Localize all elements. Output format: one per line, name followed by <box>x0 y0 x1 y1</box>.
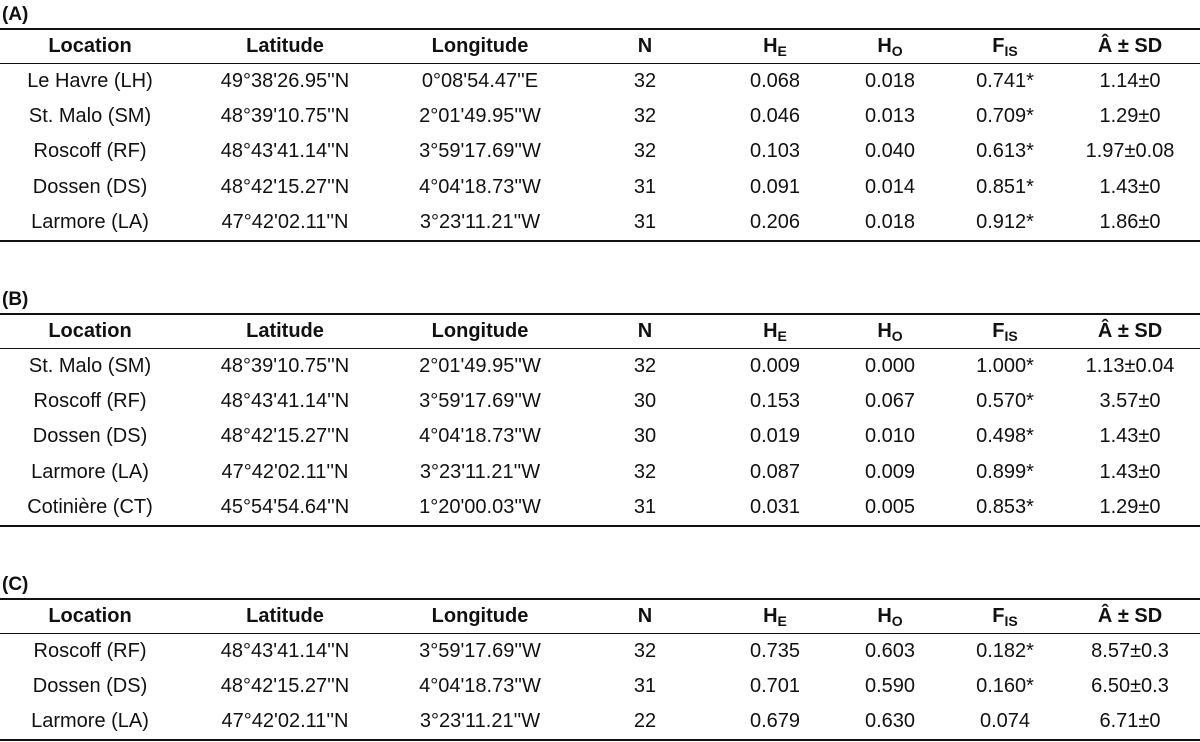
cell-n: 31 <box>570 205 720 241</box>
header-row <box>0 314 1200 348</box>
cell-fis: 0.613* <box>976 140 1034 163</box>
table-row <box>0 633 1200 669</box>
cell-he: 0.019 <box>749 425 801 448</box>
header-ho-sub: O <box>891 612 903 629</box>
cell-he: 0.735 <box>749 639 801 662</box>
cell-fis: 1.000* <box>976 354 1034 377</box>
cell-he: 0.068 <box>749 69 801 92</box>
cell-he: 0.087 <box>749 460 801 483</box>
cell-a-sd: 6.71±0 <box>1060 704 1200 740</box>
table-row <box>0 384 1200 420</box>
cell-fis: 0.741* <box>976 69 1034 92</box>
cell-latitude: 47°42'02.11''N <box>180 704 390 740</box>
cell-fis: 0.074 <box>950 704 1060 740</box>
table-row <box>0 170 1200 206</box>
cell-ho: 0.010 <box>864 425 916 448</box>
header-fis-main: F <box>992 34 1005 57</box>
header-ho-main: H <box>877 34 892 57</box>
cell-a-sd: 1.13±0.04 <box>1085 354 1175 377</box>
cell-ho: 0.009 <box>864 460 916 483</box>
cell-longitude: 4°04'18.73''W <box>419 674 541 697</box>
cell-ho: 0.013 <box>864 104 916 127</box>
cell-fis: 0.570* <box>976 389 1034 412</box>
cell-he: 0.031 <box>720 490 830 526</box>
header-he-main: H <box>763 604 778 627</box>
cell-ho: 0.630 <box>830 704 950 740</box>
cell-a-sd: 3.57±0 <box>1099 389 1161 412</box>
header-ho <box>830 599 950 633</box>
header-fis-sub: IS <box>1004 42 1018 59</box>
cell-location: Dossen (DS) <box>32 674 148 697</box>
cell-latitude: 48°42'15.27''N <box>220 674 350 697</box>
cell-n: 32 <box>633 354 657 377</box>
cell-ho: 0.040 <box>864 140 916 163</box>
cell-n: 31 <box>570 490 720 526</box>
data-table <box>0 598 1200 741</box>
cell-a-sd: 1.43±0 <box>1099 175 1161 198</box>
table-row <box>0 455 1200 491</box>
cell-he: 0.701 <box>749 674 801 697</box>
cell-ho: 0.000 <box>864 354 916 377</box>
table-row <box>0 348 1200 384</box>
cell-a-sd: 8.57±0.3 <box>1091 639 1169 662</box>
table-body <box>0 633 1200 740</box>
cell-ho: 0.005 <box>830 490 950 526</box>
table-row <box>0 99 1200 135</box>
cell-ho: 0.018 <box>864 69 916 92</box>
cell-location: Larmore (LA) <box>31 460 149 483</box>
table-row <box>0 134 1200 170</box>
cell-a-sd: 1.14±0 <box>1099 69 1161 92</box>
cell-longitude: 3°59'17.69''W <box>419 389 541 412</box>
cell-location: Dossen (DS) <box>32 425 148 448</box>
cell-n: 30 <box>633 389 657 412</box>
header-ho <box>830 314 950 348</box>
header-location: Location <box>0 29 180 63</box>
cell-longitude: 3°23'11.21''W <box>419 460 541 483</box>
cell-n: 30 <box>633 425 657 448</box>
cell-ho: 0.590 <box>864 674 916 697</box>
cell-ho: 0.603 <box>864 639 916 662</box>
cell-he: 0.679 <box>720 704 830 740</box>
table-row <box>0 63 1200 99</box>
cell-location: St. Malo (SM) <box>28 354 152 377</box>
cell-location: Dossen (DS) <box>32 175 148 198</box>
panel-label: (B) <box>2 289 29 310</box>
cell-he: 0.091 <box>749 175 801 198</box>
cell-he: 0.046 <box>749 104 801 127</box>
header-latitude: Latitude <box>180 314 390 348</box>
header-latitude: Latitude <box>180 599 390 633</box>
header-he-main: H <box>763 34 778 57</box>
header-longitude: Longitude <box>390 599 570 633</box>
header-ho-main: H <box>877 604 892 627</box>
cell-a-sd: 1.29±0 <box>1099 104 1161 127</box>
cell-longitude: 1°20'00.03''W <box>390 490 570 526</box>
cell-location: Roscoff (RF) <box>33 389 147 412</box>
data-table <box>0 313 1200 527</box>
cell-fis: 0.182* <box>976 639 1034 662</box>
cell-ho: 0.018 <box>830 205 950 241</box>
header-fis <box>950 314 1060 348</box>
table-row <box>0 704 1200 740</box>
cell-longitude: 4°04'18.73''W <box>419 175 541 198</box>
cell-latitude: 49°38'26.95''N <box>220 69 350 92</box>
header-location: Location <box>0 599 180 633</box>
header-ho-sub: O <box>891 327 903 344</box>
cell-location: Cotinière (CT) <box>0 490 180 526</box>
header-he <box>720 314 830 348</box>
header-he <box>720 599 830 633</box>
panel-label: (C) <box>2 574 29 595</box>
header-ho-main: H <box>877 319 892 342</box>
table-row <box>0 419 1200 455</box>
cell-n: 32 <box>633 639 657 662</box>
cell-longitude: 3°23'11.21''W <box>390 205 570 241</box>
cell-n: 32 <box>633 104 657 127</box>
cell-n: 32 <box>633 140 657 163</box>
header-a-sd: Â ± SD <box>1060 314 1200 348</box>
cell-longitude: 3°59'17.69''W <box>419 639 541 662</box>
header-fis-main: F <box>992 319 1005 342</box>
header-n: N <box>570 29 720 63</box>
cell-a-sd: 1.43±0 <box>1099 460 1161 483</box>
cell-he: 0.103 <box>749 140 801 163</box>
cell-latitude: 48°42'15.27''N <box>220 175 350 198</box>
cell-latitude: 48°39'10.75''N <box>220 104 350 127</box>
cell-ho: 0.067 <box>864 389 916 412</box>
header-n: N <box>570 599 720 633</box>
table-body <box>0 63 1200 241</box>
cell-location: Le Havre (LH) <box>27 69 153 92</box>
header-fis <box>950 29 1060 63</box>
cell-fis: 0.709* <box>976 104 1034 127</box>
header-fis-sub: IS <box>1004 612 1018 629</box>
cell-latitude: 45°54'54.64''N <box>180 490 390 526</box>
header-he-main: H <box>763 319 778 342</box>
cell-he: 0.153 <box>749 389 801 412</box>
header-ho-sub: O <box>891 42 903 59</box>
cell-ho: 0.014 <box>864 175 916 198</box>
header-n: N <box>570 314 720 348</box>
cell-longitude: 0°08'54.47''E <box>421 69 539 92</box>
cell-longitude: 3°59'17.69''W <box>419 140 541 163</box>
panel-label: (A) <box>2 4 29 25</box>
header-he <box>720 29 830 63</box>
cell-fis: 0.912* <box>950 205 1060 241</box>
cell-n: 31 <box>633 674 657 697</box>
cell-n: 31 <box>633 175 657 198</box>
cell-n: 32 <box>633 460 657 483</box>
header-longitude: Longitude <box>390 314 570 348</box>
header-location: Location <box>0 314 180 348</box>
header-a-sd: Â ± SD <box>1060 599 1200 633</box>
cell-fis: 0.498* <box>976 425 1034 448</box>
cell-location: Larmore (LA) <box>0 704 180 740</box>
header-row <box>0 599 1200 633</box>
cell-he: 0.009 <box>749 354 801 377</box>
cell-longitude: 4°04'18.73''W <box>419 425 541 448</box>
cell-latitude: 47°42'02.11''N <box>180 205 390 241</box>
cell-latitude: 48°39'10.75''N <box>220 354 350 377</box>
cell-a-sd: 1.86±0 <box>1060 205 1200 241</box>
cell-location: Roscoff (RF) <box>33 639 147 662</box>
header-a-sd: Â ± SD <box>1060 29 1200 63</box>
header-row <box>0 29 1200 63</box>
header-fis <box>950 599 1060 633</box>
cell-location: Roscoff (RF) <box>33 140 147 163</box>
cell-latitude: 48°43'41.14''N <box>220 140 350 163</box>
header-he-sub: E <box>777 42 787 59</box>
cell-latitude: 48°43'41.14''N <box>220 639 350 662</box>
cell-a-sd: 1.97±0.08 <box>1085 140 1175 163</box>
cell-latitude: 48°42'15.27''N <box>220 425 350 448</box>
cell-longitude: 2°01'49.95''W <box>419 354 541 377</box>
cell-fis: 0.853* <box>950 490 1060 526</box>
data-table <box>0 28 1200 242</box>
cell-fis: 0.851* <box>976 175 1034 198</box>
cell-location: Larmore (LA) <box>0 205 180 241</box>
cell-longitude: 3°23'11.21''W <box>390 704 570 740</box>
table-row <box>0 205 1200 241</box>
header-he-sub: E <box>777 612 787 629</box>
header-longitude: Longitude <box>390 29 570 63</box>
cell-n: 22 <box>570 704 720 740</box>
cell-location: St. Malo (SM) <box>28 104 152 127</box>
cell-n: 32 <box>633 69 657 92</box>
header-fis-main: F <box>992 604 1005 627</box>
cell-a-sd: 1.29±0 <box>1060 490 1200 526</box>
table-row <box>0 490 1200 526</box>
cell-latitude: 47°42'02.11''N <box>221 460 349 483</box>
header-fis-sub: IS <box>1004 327 1018 344</box>
header-ho <box>830 29 950 63</box>
cell-fis: 0.160* <box>976 674 1034 697</box>
header-he-sub: E <box>777 327 787 344</box>
cell-fis: 0.899* <box>976 460 1034 483</box>
cell-a-sd: 1.43±0 <box>1099 425 1161 448</box>
cell-longitude: 2°01'49.95''W <box>419 104 541 127</box>
cell-he: 0.206 <box>720 205 830 241</box>
cell-a-sd: 6.50±0.3 <box>1091 674 1169 697</box>
table-row <box>0 669 1200 705</box>
cell-latitude: 48°43'41.14''N <box>220 389 350 412</box>
header-latitude: Latitude <box>180 29 390 63</box>
table-body <box>0 348 1200 526</box>
